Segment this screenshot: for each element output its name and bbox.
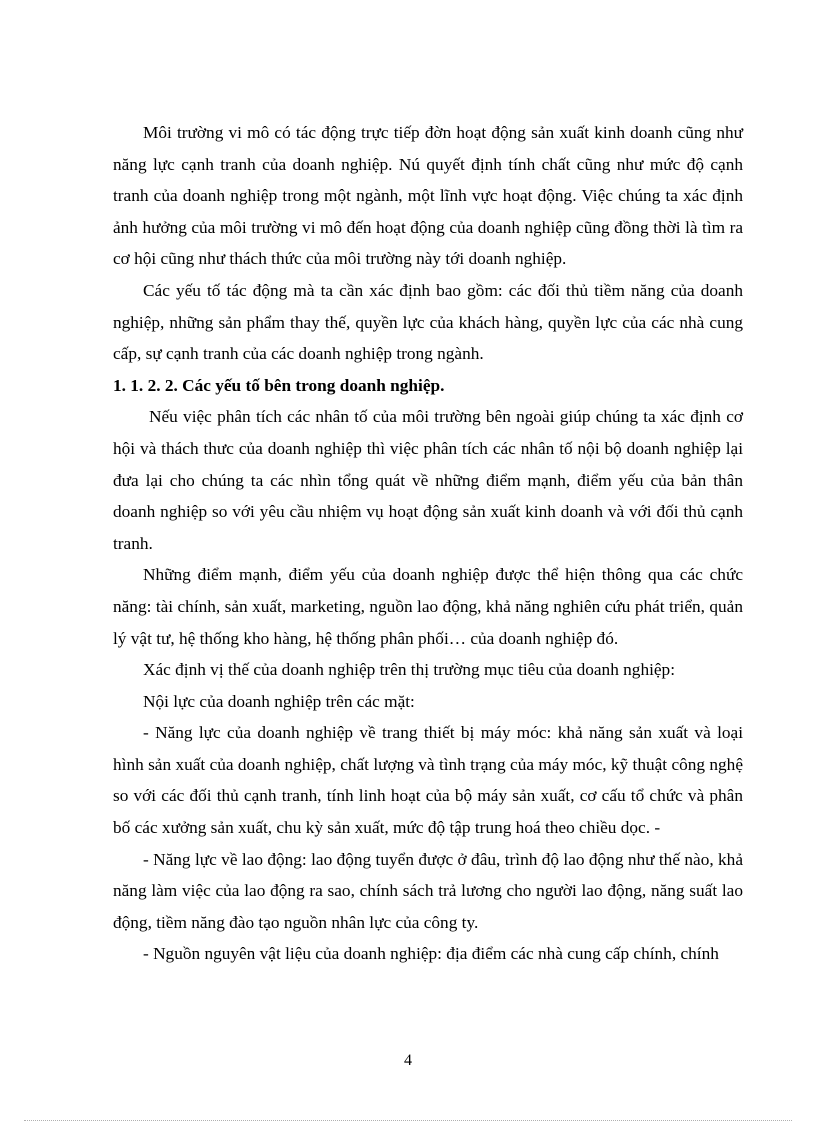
body-text — [113, 117, 743, 970]
section-heading: 1. 1. 2. 2. Các yếu tố bên trong doanh nghiệp. — [113, 375, 445, 395]
list-item-equipment: - Năng lực của doanh nghiệp về trang thiết bị máy móc: khả năng sản xuất và loại hình sản xuất của doanh nghiệp, chất lượng và tình trạng của máy móc, kỹ thuật công nghệ so với các đối thủ cạnh tranh, tính linh hoạt của bộ máy sản xuất, cơ cấu tổ chức và phân bố các xưởng sản xuất, chu kỳ sản xuất, mức độ tập trung hoá theo chiều dọc. - — [113, 723, 743, 838]
paragraph-market-position: Xác định vị thế của doanh nghiệp trên thị trường mục tiêu của doanh nghiệp: — [143, 660, 675, 680]
paragraph-strengths-weaknesses: Những điểm mạnh, điểm yếu của doanh nghiệp được thể hiện thông qua các chức năng: tài chính, sản xuất, marketing, nguồn lao động, khả năng nghiên cứu phát triển, quản lý vật tư, hệ thống kho hàng, hệ thống phân phối… của doanh nghiệp đó. — [113, 565, 743, 648]
paragraph-impact-factors: Các yếu tố tác động mà ta cần xác định bao gồm: các đối thủ tiềm năng của doanh nghiệp, những sản phẩm thay thế, quyền lực của khách hàng, quyền lực của các nhà cung cấp, sự cạnh tranh của các doanh nghiệp trong ngành. — [113, 280, 743, 364]
paragraph-internal-resources: Nội lực của doanh nghiệp trên các mặt: — [143, 691, 415, 711]
list-item-labor: - Năng lực về lao động: lao động tuyển được ở đâu, trình độ lao động như thế nào, khả năng làm việc của lao động ra sao, chính sách trả lương cho người lao động, năng suất lao động, tiềm năng đào tạo nguồn nhân lực của công ty. — [113, 849, 743, 932]
paragraph-internal-analysis: Nếu việc phân tích các nhân tố của môi trường bên ngoài giúp chúng ta xác định cơ hội và thách thưc của doanh nghiệp thì việc phân tích các nhân tố nội bộ doanh nghiệp lại đưa lại cho chúng ta các nhìn tổng quát về những điểm mạnh, điểm yếu của bản thân doanh nghiệp so với yêu cầu nhiệm vụ hoạt động sản xuất kinh doanh và với đối thủ cạnh tranh. — [113, 407, 743, 553]
page-number: 4 — [404, 1052, 412, 1069]
paragraph-micro-environment: Môi trường vi mô có tác động trực tiếp đờn hoạt động sản xuất kinh doanh cũng như năng lực cạnh tranh của doanh nghiệp. Nú quyết định tính chất cũng như mức độ cạnh tranh của doanh nghiệp trong một ngành, một lĩnh vực hoạt động. Việc chúng ta xác định ảnh hưởng của môi trường vi mô đến hoạt động của doanh nghiệp cũng đồng thời là tìm ra cơ hội cũng như thách thức của môi trường này tới doanh nghiệp. — [113, 123, 743, 269]
list-item-materials: - Nguồn nguyên vật liệu của doanh nghiệp: địa điểm các nhà cung cấp chính, chính — [143, 944, 719, 964]
page-bottom-divider — [24, 1120, 792, 1121]
